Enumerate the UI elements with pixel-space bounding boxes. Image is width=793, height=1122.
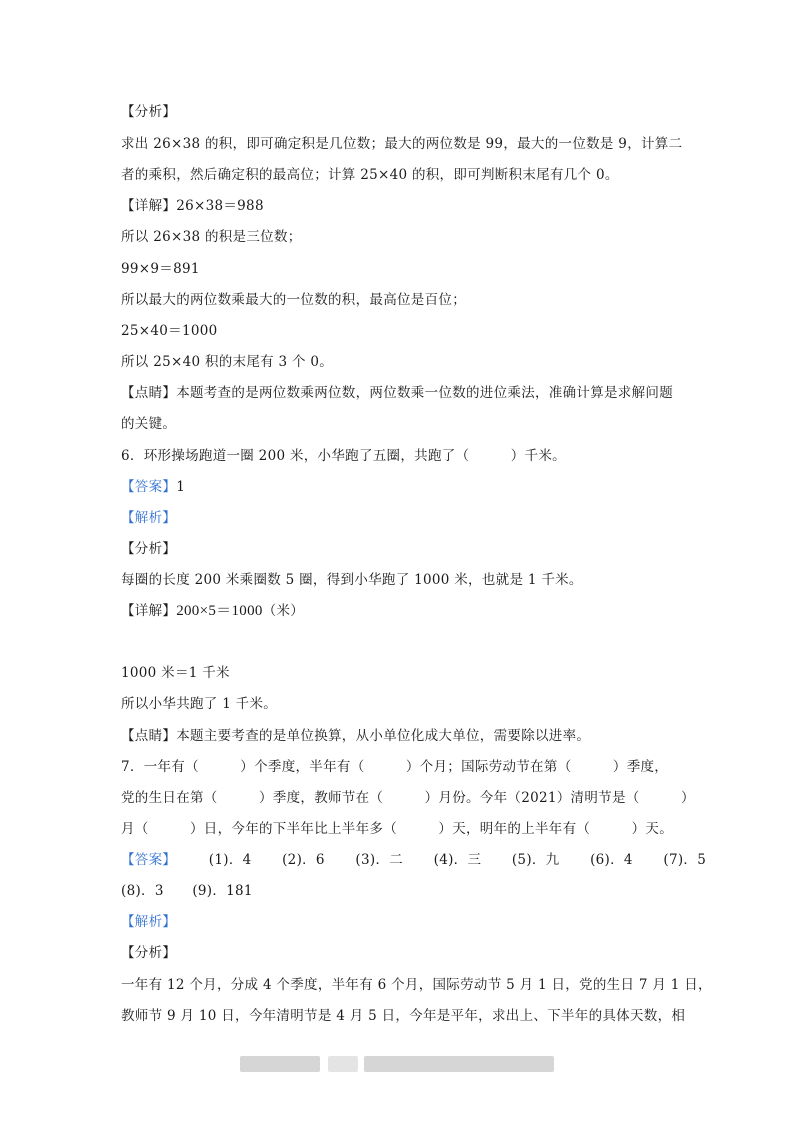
blurred-footer bbox=[240, 1056, 320, 1072]
formula-unit: （米） bbox=[262, 603, 305, 619]
text-line: 所以 26×38 的积是三位数； bbox=[121, 229, 302, 245]
blurred-footer bbox=[364, 1056, 554, 1072]
detail-line bbox=[121, 602, 681, 620]
text-line: 者的乘积，然后确定积的最高位；计算 25×40 的积，即可判断积末尾有几个 0。 bbox=[121, 167, 619, 183]
analysis-heading: 【分析】 bbox=[121, 945, 177, 961]
text-line: 99×9＝891 bbox=[121, 261, 200, 277]
text-line: 所以最大的两位数乘最大的一位数的积，最高位是百位； bbox=[121, 292, 466, 308]
detail-line: 【详解】26×38＝988 bbox=[121, 198, 264, 214]
answer-line bbox=[121, 851, 707, 869]
text-line: 每圈的长度 200 米乘圈数 5 圈，得到小华跑了 1000 米，也就是 1 千米。 bbox=[121, 572, 583, 588]
text-line: 1000 米＝1 千米 bbox=[121, 665, 230, 681]
blurred-footer bbox=[328, 1056, 358, 1072]
analysis-heading: 【分析】 bbox=[121, 541, 177, 557]
question-6: 6．环形操场跑道一圈 200 米，小华跑了五圈，共跑了（ ）千米。 bbox=[121, 448, 566, 464]
solution-tag: 【解析】 bbox=[121, 914, 177, 930]
answer-item: (1)．4 bbox=[208, 852, 252, 868]
text-line: 一年有 12 个月，分成 4 个季度，半年有 6 个月，国际劳动节 5 月 1 日，党的生日 7 月 1 日， bbox=[121, 977, 712, 993]
comment-line: 【点睛】本题主要考查的是单位换算，从小单位化成大单位，需要除以进率。 bbox=[121, 728, 591, 744]
answer-line bbox=[121, 478, 681, 496]
analysis-heading: 【分析】 bbox=[121, 104, 177, 120]
comment-line: 【点睛】本题考查的是两位数乘两位数，两位数乘一位数的进位乘法，准确计算是求解问题 bbox=[121, 385, 673, 401]
text-line: 25×40＝1000 bbox=[121, 323, 218, 339]
answer-item: (3)．二 bbox=[355, 852, 404, 868]
text-line: 求出 26×38 的积，即可确定积是几位数；最大的两位数是 99，最大的一位数是 9，计算二 bbox=[121, 136, 683, 152]
detail-tag: 【详解】 bbox=[121, 603, 177, 619]
answer-item: (5)．九 bbox=[511, 852, 560, 868]
answer-item: (9)．181 bbox=[192, 883, 253, 899]
answer-tag: 【答案】 bbox=[121, 479, 177, 495]
text-line: 所以小华共跑了 1 千米。 bbox=[121, 696, 278, 712]
text-line: 的关键。 bbox=[121, 416, 177, 432]
question-7-cont: 月（ ）日，今年的下半年比上半年多（ ）天，明年的上半年有（ ）天。 bbox=[121, 821, 673, 837]
answer-value: 1 bbox=[176, 479, 186, 495]
answer-item: (4)．三 bbox=[433, 852, 482, 868]
answer-item: (6)．4 bbox=[590, 852, 633, 868]
question-7-cont: 党的生日在第（ ）季度，教师节在（ ）月份。今年（2021）清明节是（ ） bbox=[121, 790, 695, 806]
text-line: 所以 25×40 积的末尾有 3 个 0。 bbox=[121, 354, 334, 370]
answer-item: (8)．3 bbox=[121, 883, 164, 899]
answer-item: (7)．5 bbox=[663, 852, 707, 868]
question-7: 7．一年有（ ）个季度，半年有（ ）个月；国际劳动节在第（ ）季度， bbox=[121, 759, 669, 775]
text-line: 教师节 9 月 10 日，今年清明节是 4 月 5 日，今年是平年，求出上、下半年的具体天数，相 bbox=[121, 1008, 686, 1024]
answer-tag: 【答案】 bbox=[121, 852, 177, 868]
solution-tag: 【解析】 bbox=[121, 510, 177, 526]
answer-line-cont bbox=[121, 882, 681, 900]
formula: 200×5＝1000 bbox=[176, 603, 263, 619]
answer-item: (2)．6 bbox=[282, 852, 325, 868]
